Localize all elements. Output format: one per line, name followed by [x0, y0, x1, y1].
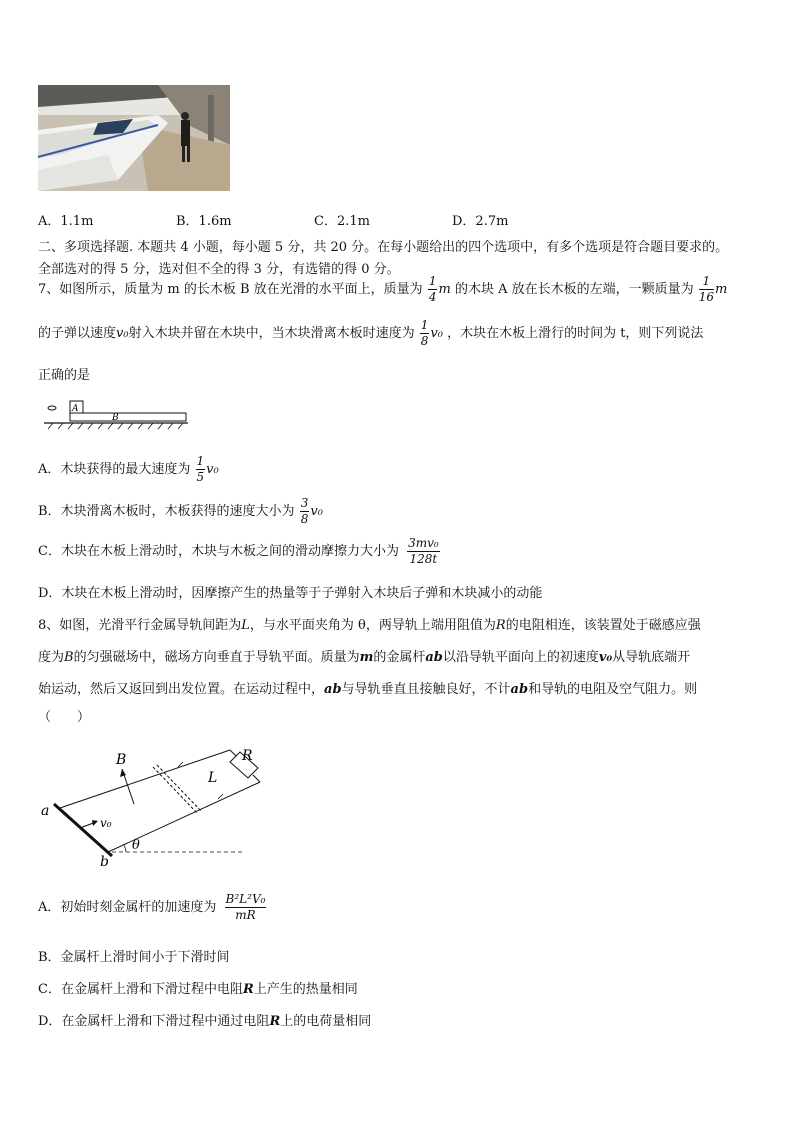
q7-option-b[interactable]: B．木块滑离木板时，木板获得的速度大小为 $\frac{3}{8}$ v₀ — [38, 496, 323, 526]
q7-fig-label-a: A — [72, 404, 79, 414]
q8-fig-label-b: b — [100, 854, 109, 870]
q8-fig-label-v0: v₀ — [100, 816, 112, 830]
q8-stem-line1: 8、如图，光滑平行金属导轨间距为L，与水平面夹角为 θ，两导轨上端用阻值为R的电阻相连，该装置处于磁感应强 — [38, 618, 701, 633]
q8-option-c[interactable]: C．在金属杆上滑和下滑过程中电阻R上产生的热量相同 — [38, 982, 358, 997]
q6-option-c[interactable]: C．2.1m — [314, 214, 370, 229]
q8-fig-label-r: R — [242, 748, 253, 764]
q7-board-figure — [40, 396, 190, 430]
fraction-quarter: $\frac{1}{4}$ — [428, 274, 437, 304]
q7-stem-line2: 的子弹以速度v₀射入木块并留在木块中，当木块滑离木板时速度为 $\frac{1}{8}$ v₀ ，木块在木板上滑行的时间为 t，则下列说法 — [38, 318, 704, 348]
q7-stem-line1: 7、如图所示，质量为 m 的长木板 B 放在光滑的水平面上，质量为 $\frac{1}{4}$ m 的木块 A 放在长木板的左端，一颗质量为 $\frac{1}{16}$ m — [38, 274, 728, 304]
q6-option-a[interactable]: A．1.1m — [38, 214, 94, 229]
q6-option-b[interactable]: B．1.6m — [176, 214, 232, 229]
fraction-eighth: $\frac{1}{8}$ — [420, 318, 429, 348]
section2-line1: 二、多项选择题. 本题共 4 小题，每小题 5 分，共 20 分。在每小题给出的四个选项中，有多个选项是符合题目要求的。 — [38, 240, 729, 255]
q8-fig-label-b-field: B — [116, 752, 127, 768]
q7-fig-label-b: B — [112, 413, 119, 423]
q8-fig-label-theta: θ — [132, 838, 140, 853]
section2-line2: 全部选对的得 5 分，选对但不全的得 3 分，有选错的得 0 分。 — [38, 262, 400, 277]
q8-option-b[interactable]: B．金属杆上滑时间小于下滑时间 — [38, 950, 230, 965]
q8-stem-line2: 度为B的匀强磁场中，磁场方向垂直于导轨平面。质量为m的金属杆ab以沿导轨平面向上的初速度v₀从导轨底端开 — [38, 650, 691, 665]
q8-rail-figure — [38, 742, 253, 870]
q7-option-d[interactable]: D．木块在木板上滑动时，因摩擦产生的热量等于子弹射入木块后子弹和木块减小的动能 — [38, 586, 543, 601]
q7-option-a[interactable]: A．木块获得的最大速度为 $\frac{1}{5}$ v₀ — [38, 454, 219, 484]
q8-option-d[interactable]: D．在金属杆上滑和下滑过程中通过电阻R上的电荷量相同 — [38, 1014, 372, 1029]
q7-option-c[interactable]: C．木块在木板上滑动时，木块与木板之间的滑动摩擦力大小为 $\frac{\text{3mv₀}}{128t}$ — [38, 536, 439, 566]
q8-fig-label-l: L — [208, 770, 218, 786]
train-photo — [38, 85, 230, 191]
q6-option-d[interactable]: D．2.7m — [452, 214, 509, 229]
q8-fig-label-a: a — [41, 803, 50, 819]
q8-answer-paren: （ ） — [38, 710, 91, 725]
q8-stem-line3: 始运动，然后又返回到出发位置。在运动过程中，ab与导轨垂直且接触良好，不计ab和导轨的电阻及空气阻力。则 — [38, 682, 698, 697]
fraction-sixteenth: $\frac{1}{16}$ — [698, 274, 715, 304]
q8-option-a[interactable]: A．初始时刻金属杆的加速度为 $\frac{\text{B²L²V₀}}{mR}$ — [38, 892, 266, 922]
q7-stem-line3: 正确的是 — [38, 368, 91, 383]
